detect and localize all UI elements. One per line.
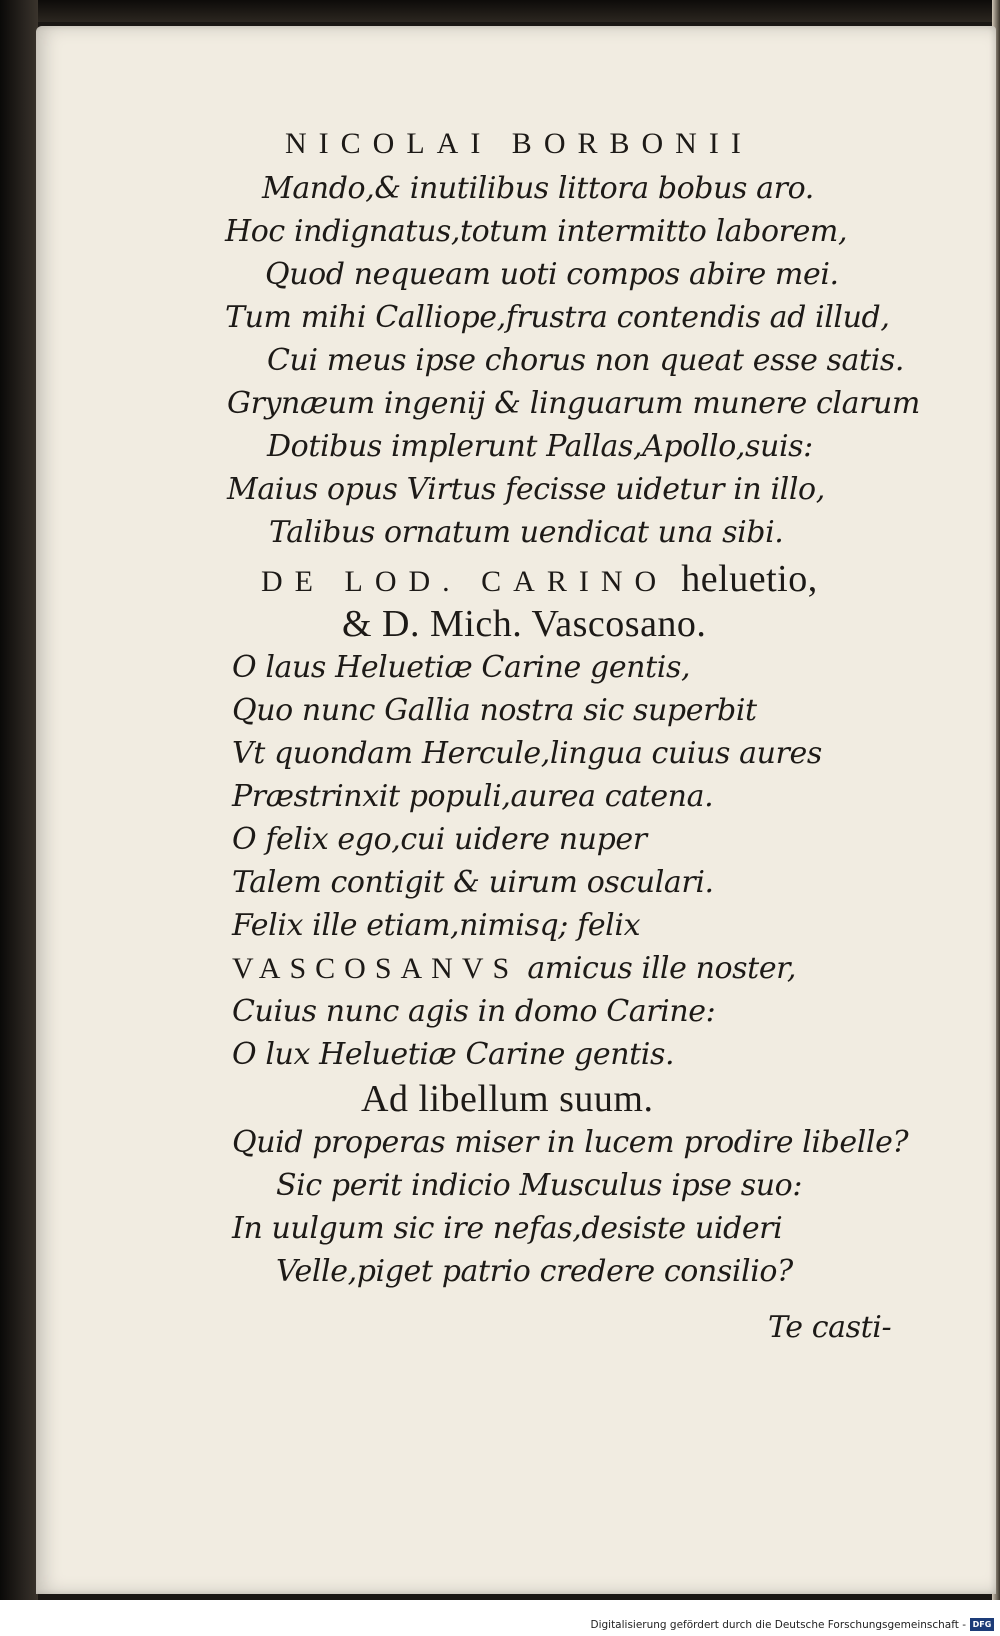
- poem-line: Dotibus implerunt Pallas,Apollo,suis:: [267, 429, 813, 464]
- poem-line: Cui meus ipse chorus non queat esse satis.: [267, 343, 905, 378]
- line-rest: amicus ille noster,: [527, 951, 796, 986]
- poem-line: Maius opus Virtus fecisse uidetur in illo,: [227, 472, 825, 507]
- poem-line: O felix ego,cui uidere nuper: [232, 822, 647, 857]
- running-title: NICOLAI BORBONII: [285, 127, 753, 160]
- scan-top-edge: [0, 0, 1000, 22]
- heading-caps: DE LOD. CARINO: [261, 565, 669, 598]
- poem-line: Vt quondam Hercule,lingua cuius aures: [232, 736, 822, 771]
- dfg-logo-icon: DFG: [970, 1618, 994, 1631]
- section-heading-line2: & D. Mich. Vascosano.: [342, 603, 707, 645]
- poem-line: Velle,piget patrio credere consilio?: [276, 1254, 793, 1289]
- poem-line: Hoc indignatus,totum intermitto laborem,: [225, 214, 848, 249]
- book-page: [36, 26, 996, 1594]
- poem-line: Quod nequeam uoti compos abire mei.: [265, 257, 839, 292]
- poem-line: Præstrinxit populi,aurea catena.: [232, 779, 714, 814]
- poem-line: Tum mihi Calliope,frustra contendis ad illud,: [225, 300, 890, 335]
- poem-line: Grynæum ingenij & linguarum munere clarum: [227, 386, 920, 421]
- section-heading: Ad libellum suum.: [361, 1078, 654, 1120]
- book-spine-shadow: [0, 0, 38, 1600]
- heading-rest: heluetio,: [681, 558, 818, 600]
- section-heading: [261, 559, 818, 602]
- funding-credit: Digitalisierung gefördert durch die Deutsche Forschungsgemeinschaft -: [590, 1619, 966, 1631]
- poem-line: Talibus ornatum uendicat una sibi.: [269, 515, 784, 550]
- poem-line: Felix ille etiam,nimisq; felix: [232, 908, 641, 943]
- name-caps: VASCOSANVS: [232, 952, 519, 985]
- poem-line: Sic perit indicio Musculus ipse suo:: [276, 1168, 803, 1203]
- poem-line: Quid properas miser in lucem prodire libelle?: [232, 1125, 909, 1160]
- poem-line: Talem contigit & uirum osculari.: [232, 865, 714, 900]
- poem-line: Mando,& inutilibus littora bobus aro.: [262, 171, 814, 206]
- poem-line: O laus Heluetiæ Carine gentis,: [232, 650, 691, 685]
- poem-line: [232, 949, 796, 989]
- catchword: Te casti-: [768, 1310, 892, 1345]
- poem-line: Quo nunc Gallia nostra sic superbit: [232, 693, 757, 728]
- poem-line: O lux Heluetiæ Carine gentis.: [232, 1037, 675, 1072]
- poem-line: In uulgum sic ire nefas,desiste uideri: [232, 1211, 783, 1246]
- poem-line: Cuius nunc agis in domo Carine:: [232, 994, 716, 1029]
